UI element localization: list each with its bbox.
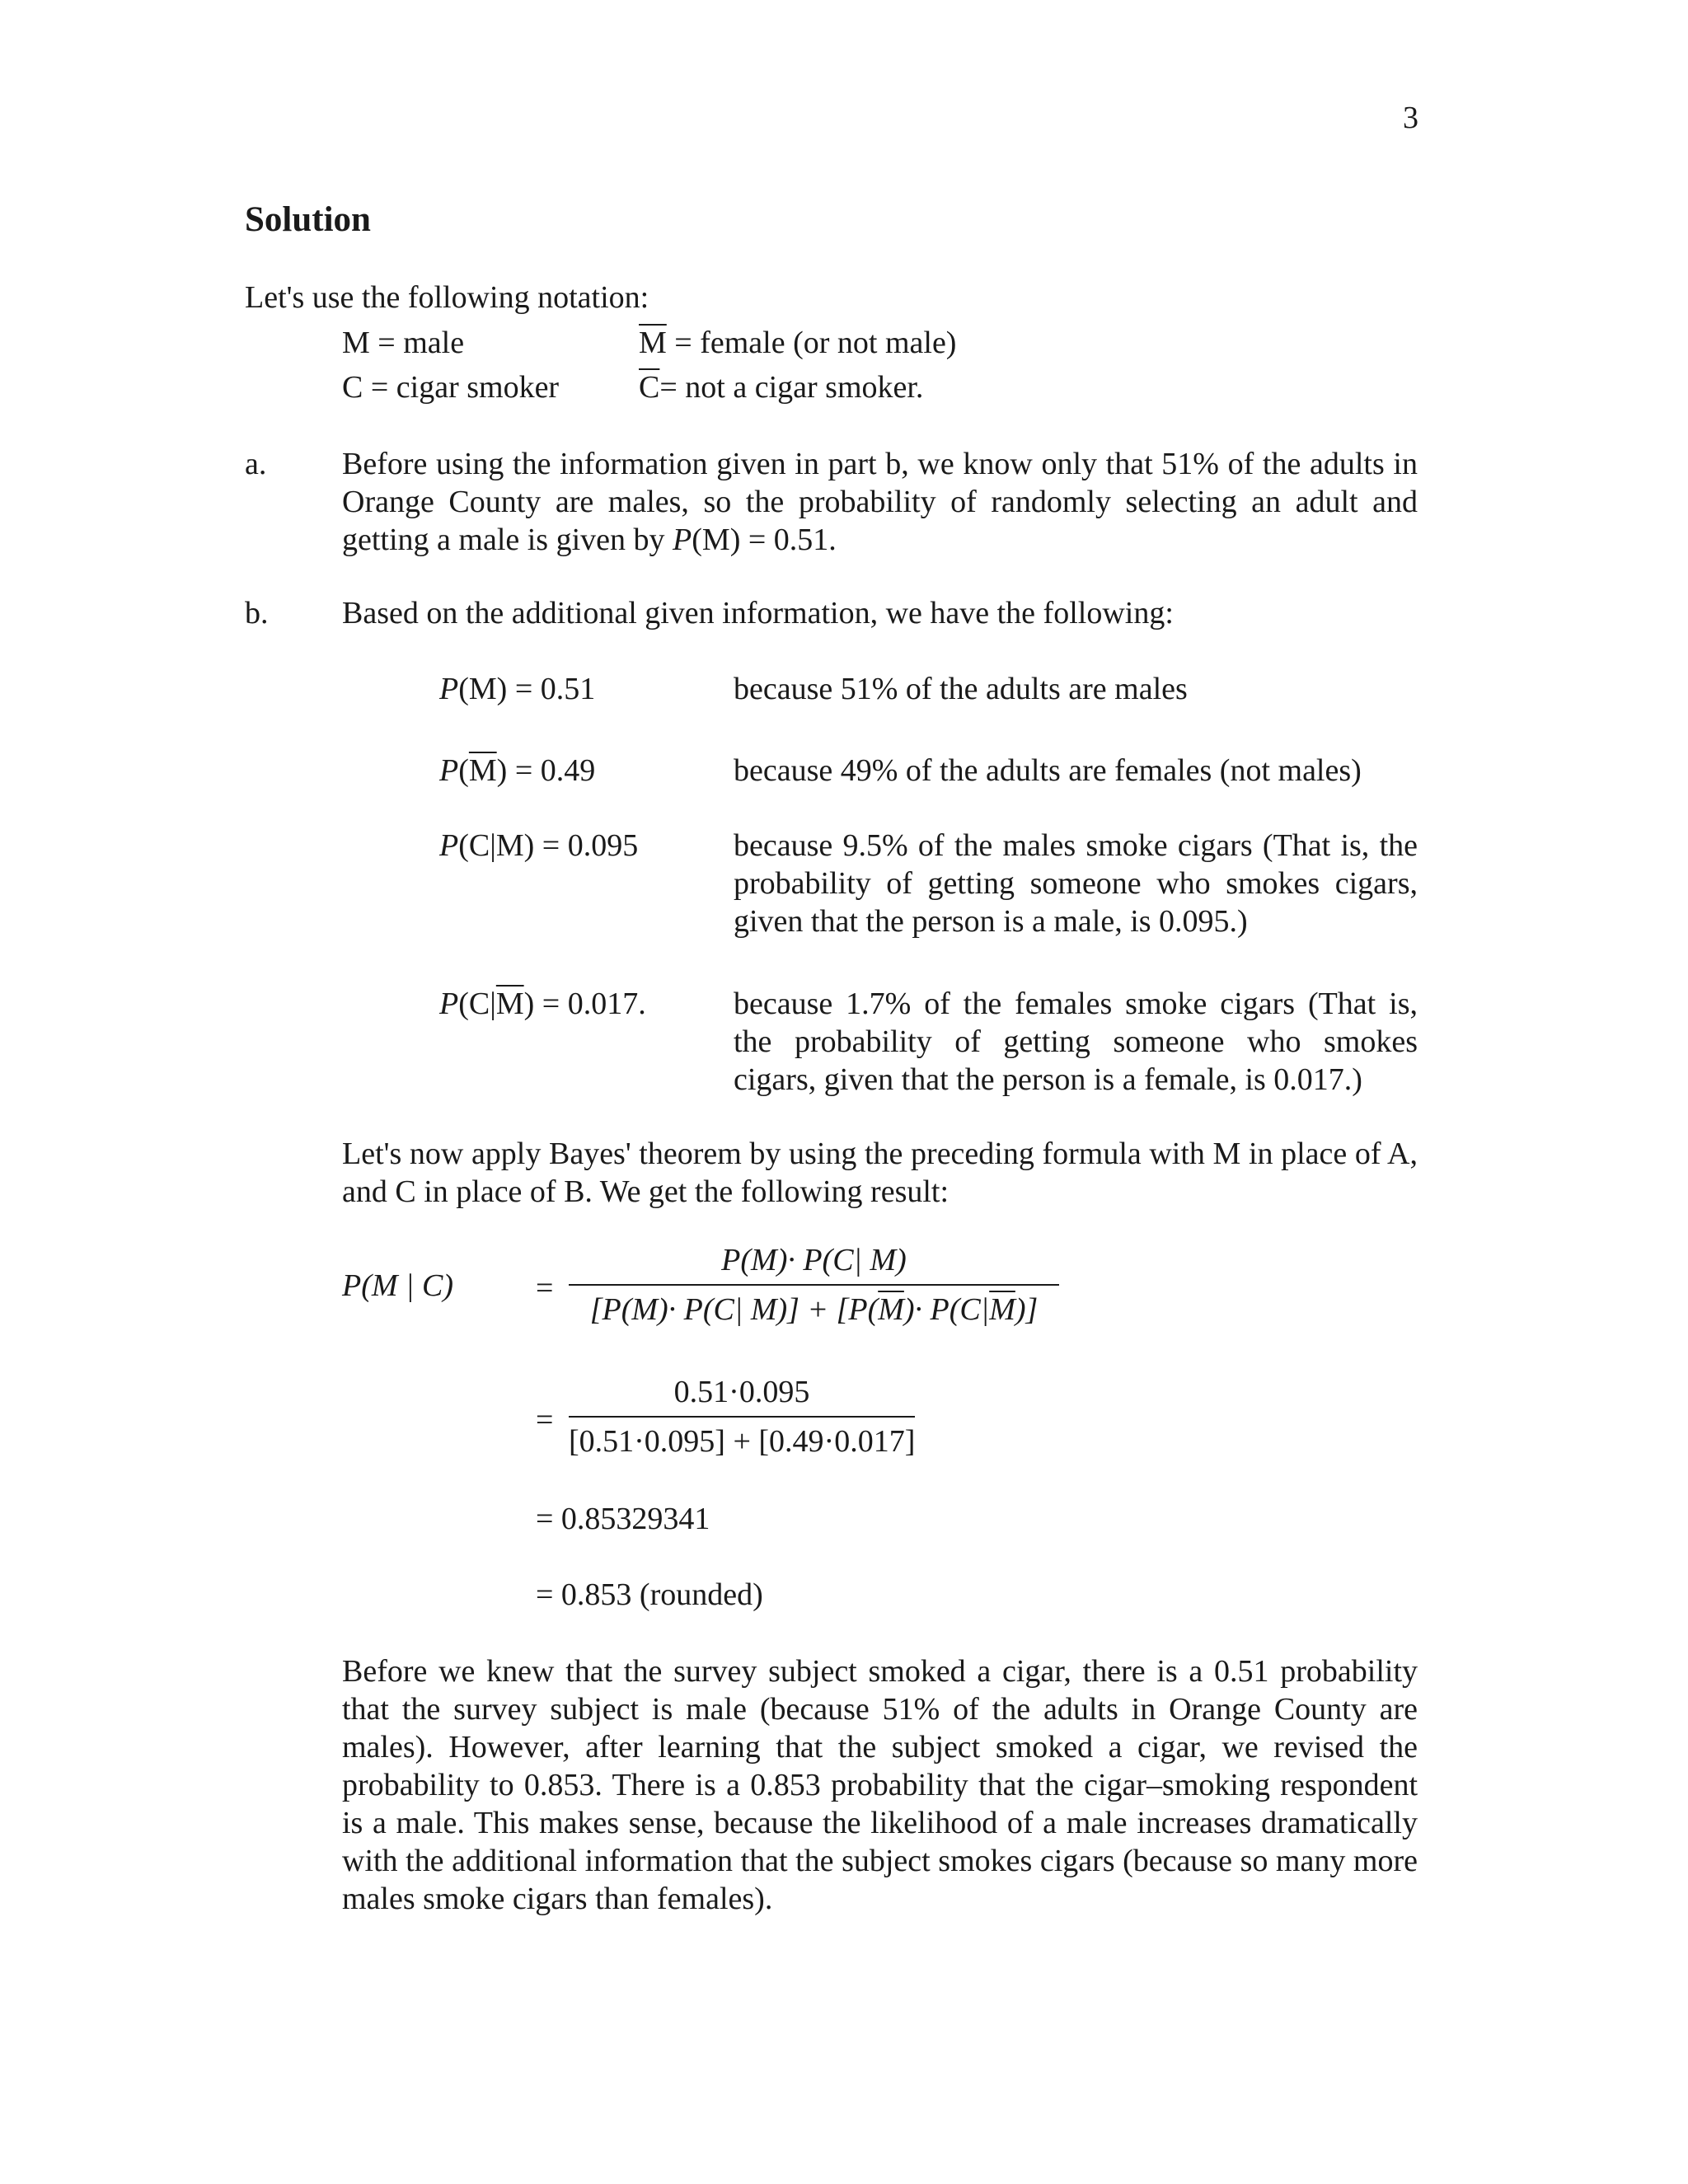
fact-p-female-reason: because 49% of the adults are females (not males) [734, 753, 1362, 788]
bayes-intro: Let's now apply Bayes' theorem by using the preceding formula with M in place of A, and C in place of B. We get the following result: [342, 1137, 1418, 1209]
notation-intro: Let's use the following notation: [245, 280, 649, 315]
formula-result-rounded: = 0.853 (rounded) [536, 1577, 763, 1612]
formula-denominator-symbolic: [P(M)· P(C| $M)] + [P(\overline{M})\cdot P(C|\overline{M})]$ [569, 1284, 1059, 1329]
formula-equals-1: = [536, 1271, 554, 1305]
formula-denominator-numeric: [0.51·0.095] + [0.49·0.017] [569, 1416, 915, 1460]
solution-heading: Solution [245, 200, 371, 239]
conclusion-paragraph: Before we knew that the survey subject smoked a cigar, there is a 0.51 probability that the survey subject is male (because 51% of the adults in Orange County are males). However, after learning that the subject smoked a cigar, we revised the probability to 0.853. There is a 0.853 probability that the cigar–smoking respondent is a male. This makes sense, because the likelihood of a male increases dramatically with the additional information that the subject smokes cigars (because so many more males smoke cigars than females). [342, 1654, 1418, 1916]
part-b-label: b. [245, 596, 269, 630]
notation-not-cigar-smoker: $\overline{C}=$ not a cigar smoker. [639, 370, 924, 405]
part-a-label: a. [245, 447, 267, 481]
formula-numerator-symbolic: P(M)· P(C| M) [721, 1243, 907, 1277]
part-a-text: Before using the information given in part b, we know only that 51% of the adults in Orange County are males, so the probability of randomly selecting an adult and getting a male is given by P(M) = 0.51. [342, 447, 1418, 557]
formula-numerator-numeric: 0.51·0.095 [673, 1375, 810, 1409]
fact-p-male: P(M) = 0.51 [439, 672, 596, 706]
notation-not-male: $\overline{M}$ = female (or not male) [639, 326, 957, 360]
notation-male: M = male [342, 326, 465, 360]
fact-p-cigar-given-female-reason: because 1.7% of the females smoke cigars (That is, the probability of getting someone who smokes cigars, given that the person is a female, is 0.017.) [734, 987, 1418, 1097]
page-number: 3 [1403, 101, 1418, 135]
formula-lhs: P(M | C) [342, 1268, 453, 1303]
not-cigar-symbol: $\overline{C}$ [639, 370, 660, 405]
fact-p-cigar-given-female: $P(C|\overline{M}) = 0.017$. [439, 987, 646, 1021]
not-male-symbol: $\overline{M}$ [639, 326, 667, 360]
formula-fraction-numeric [569, 1373, 915, 1460]
formula-fraction-symbolic [569, 1241, 1059, 1329]
formula-equals-2: = [536, 1403, 554, 1437]
fact-p-male-reason: because 51% of the adults are males [734, 672, 1188, 706]
fact-p-cigar-given-male: P(C|M) = 0.095 [439, 828, 639, 863]
fact-p-cigar-given-male-reason: because 9.5% of the males smoke cigars (That is, the probability of getting someone who smokes cigars, given that the person is a male, is 0.095.) [734, 828, 1418, 939]
formula-result-exact: = 0.85329341 [536, 1502, 710, 1536]
notation-cigar-smoker: C = cigar smoker [342, 370, 560, 405]
fact-p-female: $P(\overline{M}) = 0.49$ [439, 753, 596, 788]
part-b-text: Based on the additional given information, we have the following: [342, 596, 1174, 630]
